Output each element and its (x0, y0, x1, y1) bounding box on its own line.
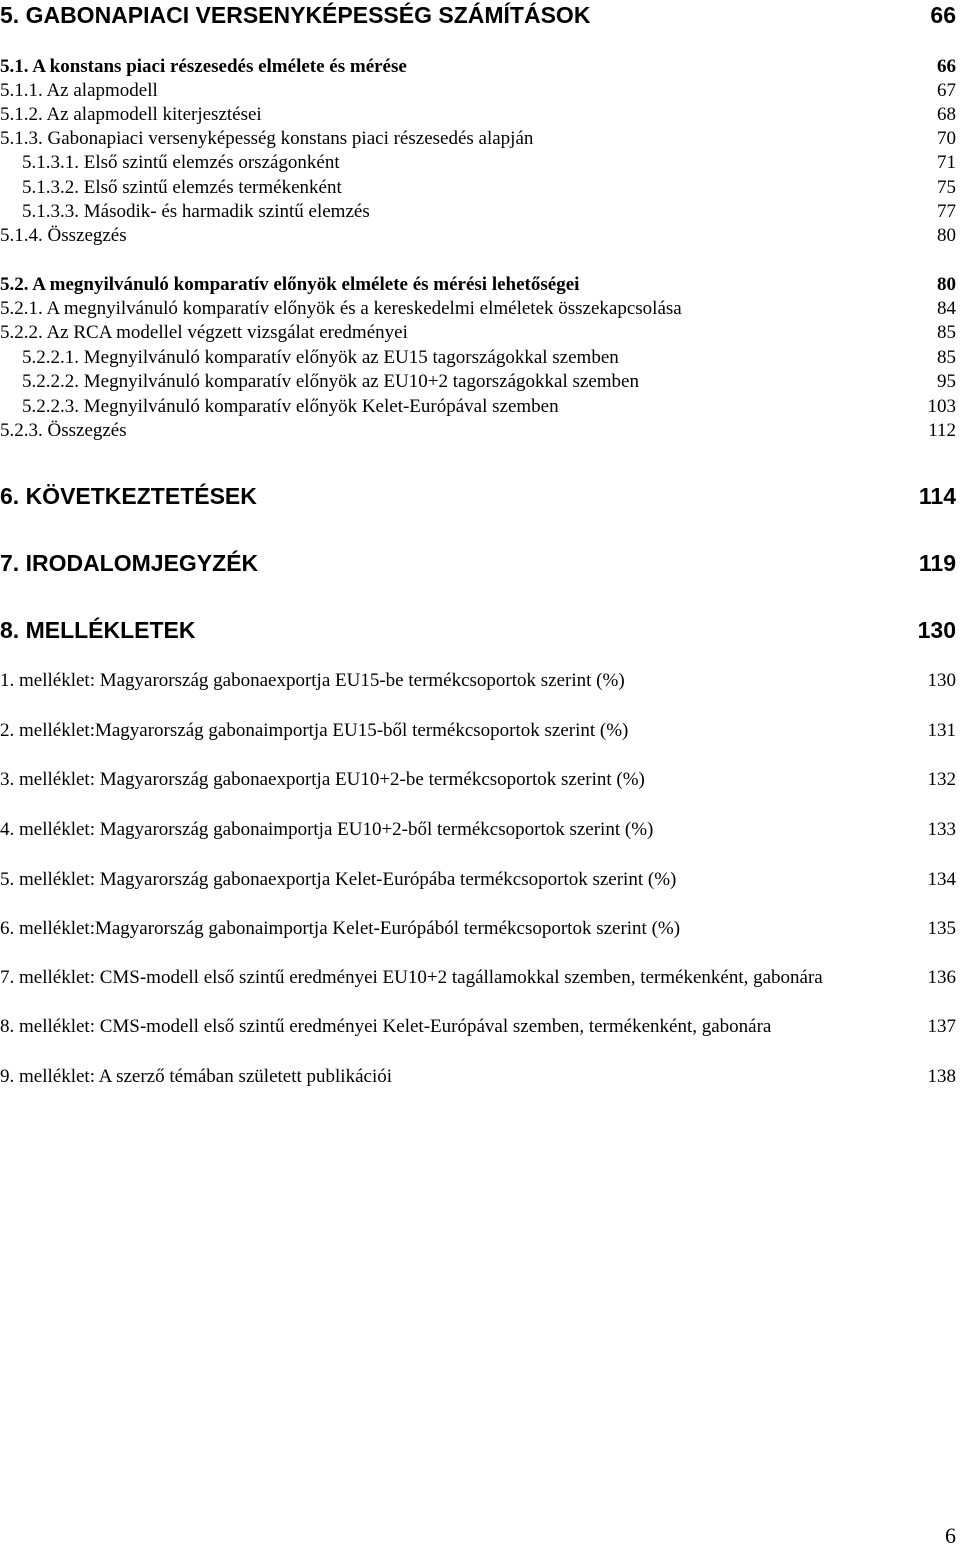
toc-entry-page: 80 (937, 225, 956, 246)
toc-entry-page: 103 (927, 396, 956, 417)
toc-entry-label: 5.2.2.2. Megnyilvánuló komparatív előnyök az EU10+2 tagországokkal szemben (22, 371, 639, 392)
toc-entry-label: 6. KÖVETKEZTETÉSEK (0, 483, 257, 509)
toc-entry-page: 130 (927, 670, 956, 691)
toc-entry-page: 134 (927, 869, 956, 890)
toc-entry-label: 5.1.3. Gabonapiaci versenyképesség konstans piaci részesedés alapján (0, 128, 534, 149)
toc-entry-page: 71 (937, 152, 956, 173)
toc-entry-page: 112 (928, 420, 956, 441)
toc-entry-page: 131 (927, 720, 956, 741)
toc-entry-label: 5.2. A megnyilvánuló komparatív előnyök elmélete és mérési lehetőségei (0, 274, 580, 295)
toc-entry-label: 8. melléklet: CMS-modell első szintű eredményei Kelet-Európával szemben, termékenként, gabonára (0, 1016, 772, 1037)
toc-entry-label: 5.2.2. Az RCA modellel végzett vizsgálat eredményei (0, 322, 408, 343)
toc-entry-label: 7. melléklet: CMS-modell első szintű eredményei EU10+2 tagállamokkal szemben, termékenként, gabonára (0, 967, 823, 988)
toc-entry-label: 5.2.1. A megnyilvánuló komparatív előnyök és a kereskedelmi elméletek összekapcsolása (0, 298, 682, 319)
toc-entry-label: 2. melléklet:Magyarország gabonaimportja EU15-ből termékcsoportok szerint (%) (0, 720, 629, 741)
toc-entry-label: 5.1.1. Az alapmodell (0, 80, 158, 101)
toc-entry-label: 5.1.3.2. Első szintű elemzés termékenként (22, 177, 342, 198)
toc-entry-page: 68 (937, 104, 956, 125)
toc-entry-page: 77 (937, 201, 956, 222)
toc-entry-page: 75 (937, 177, 956, 198)
toc-entry-page: 85 (937, 347, 956, 368)
toc-entry-label: 8. MELLÉKLETEK (0, 617, 196, 643)
toc-entry-label: 3. melléklet: Magyarország gabonaexportja EU10+2-be termékcsoportok szerint (%) (0, 769, 645, 790)
toc-entry-label: 5.1.3.3. Második- és harmadik szintű elemzés (22, 201, 370, 222)
toc-entry-page: 80 (937, 274, 956, 295)
toc-entry-page: 137 (927, 1016, 956, 1037)
toc-entry-label: 5.2.2.1. Megnyilvánuló komparatív előnyök az EU15 tagországokkal szemben (22, 347, 619, 368)
toc-entry-label: 5.1.4. Összegzés (0, 225, 127, 246)
page-number: 6 (945, 1523, 956, 1548)
toc-entry-page: 130 (917, 617, 956, 643)
toc-entry-page: 70 (937, 128, 956, 149)
toc-entry-page: 114 (918, 483, 956, 509)
toc-entry-label: 7. IRODALOMJEGYZÉK (0, 550, 259, 576)
toc-entry-page: 85 (937, 322, 956, 343)
toc-entry-label: 4. melléklet: Magyarország gabonaimportja EU10+2-ből termékcsoportok szerint (%) (0, 819, 654, 840)
toc-entry-page: 136 (927, 967, 956, 988)
toc-entry-page: 67 (937, 80, 956, 101)
toc-entry-label: 5. melléklet: Magyarország gabonaexportja Kelet-Európába termékcsoportok szerint (%) (0, 869, 677, 890)
toc-entry-page: 138 (927, 1066, 956, 1087)
toc-entry-label: 9. melléklet: A szerző témában született publikációi (0, 1066, 393, 1087)
toc-entry-page: 135 (927, 918, 956, 939)
toc-entry-label: 6. melléklet:Magyarország gabonaimportja Kelet-Európából termékcsoportok szerint (%) (0, 918, 681, 939)
toc-entry-page: 119 (918, 550, 956, 576)
toc-entry-page: 84 (937, 298, 956, 319)
toc-entry-label: 5.2.2.3. Megnyilvánuló komparatív előnyök Kelet-Európával szemben (22, 396, 559, 417)
toc-entry-page: 95 (937, 371, 956, 392)
toc-entry-label: 5.2.3. Összegzés (0, 420, 127, 441)
toc-entry-label: 1. melléklet: Magyarország gabonaexportja EU15-be termékcsoportok szerint (%) (0, 670, 625, 691)
toc-entry-label: 5. GABONAPIACI VERSENYKÉPESSÉG SZÁMÍTÁSOK (0, 2, 591, 28)
toc-entry-page: 133 (927, 819, 956, 840)
toc-entry-label: 5.1.2. Az alapmodell kiterjesztései (0, 104, 262, 125)
toc-entry-page: 132 (927, 769, 956, 790)
toc-entry-page: 66 (930, 2, 956, 28)
toc-entry-label: 5.1.3.1. Első szintű elemzés országonként (22, 152, 340, 173)
toc-entry-label: 5.1. A konstans piaci részesedés elmélete és mérése (0, 56, 407, 77)
toc-entry-page: 66 (937, 56, 956, 77)
